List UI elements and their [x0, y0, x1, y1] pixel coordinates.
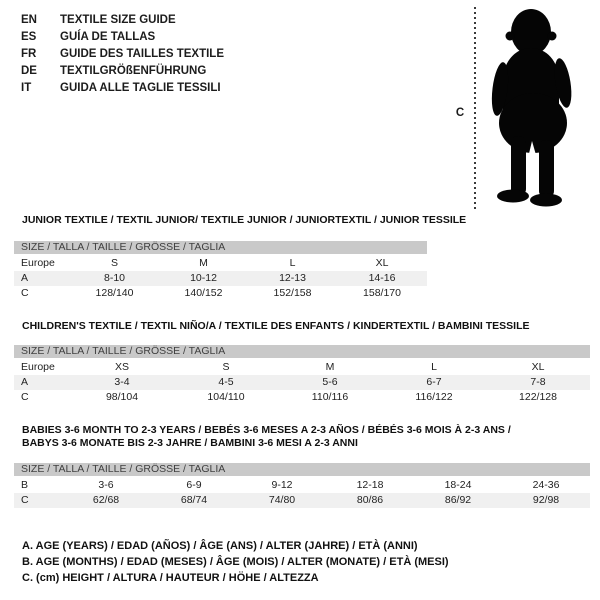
cell: 10-12	[159, 271, 248, 286]
height-marker-label: C	[455, 107, 465, 119]
footnote-a: A. AGE (YEARS) / EDAD (AÑOS) / ÂGE (ANS) / ALTER (JAHRE) / ETÀ (ANNI)	[22, 540, 418, 552]
lang-code: DE	[21, 65, 37, 77]
cell: 3-6	[98, 479, 114, 491]
cell: XL	[531, 361, 545, 373]
cell: 86/92	[414, 493, 502, 508]
cell: 3-4	[70, 375, 174, 390]
cell: 6-9	[186, 479, 202, 491]
row-label: C	[21, 391, 29, 403]
cell: L	[289, 257, 296, 269]
footnote-c: C. (cm) HEIGHT / ALTURA / HAUTEUR / HÖHE / ALTEZZA	[22, 572, 319, 584]
cell: 92/98	[502, 493, 590, 508]
row-label: Europe	[21, 257, 55, 269]
cell: 98/104	[105, 391, 139, 403]
cell: 4-5	[174, 375, 278, 390]
size-header-label: SIZE / TALLA / TAILLE / GRÖSSE / TAGLIA	[14, 463, 590, 477]
baby-silhouette-image	[480, 4, 595, 212]
height-measure-dotted-line	[474, 7, 476, 210]
children-table-title: CHILDREN'S TEXTILE / TEXTIL NIÑO/A / TEXTILE DES ENFANTS / KINDERTEXTIL / BAMBINI TESSILE	[22, 320, 530, 332]
cell: M	[325, 361, 335, 373]
cell: 152/158	[273, 287, 312, 299]
size-header-row	[14, 345, 590, 359]
baby-silhouette-icon	[480, 4, 595, 212]
cell: 158/170	[363, 287, 401, 299]
lang-row-en	[21, 12, 224, 29]
table-row-age	[14, 271, 427, 286]
lang-row-fr	[21, 46, 224, 63]
table-row-age	[14, 375, 590, 390]
lang-row-de	[21, 63, 224, 80]
cell: XL	[375, 257, 389, 269]
lang-code: EN	[21, 14, 37, 26]
cell: 8-10	[70, 271, 159, 286]
cell: 24-36	[532, 479, 560, 491]
cell: 7-8	[486, 375, 590, 390]
cell: 122/128	[519, 391, 557, 403]
cell: 128/140	[95, 287, 134, 299]
lang-label: GUÍA DE TALLAS	[60, 31, 156, 43]
row-label: B	[21, 479, 29, 491]
table-row-height	[14, 493, 590, 508]
row-label: A	[14, 375, 70, 390]
cell: S	[222, 361, 230, 373]
cell: 6-7	[382, 375, 486, 390]
table-row-europe	[14, 359, 590, 375]
footnote-legend	[22, 538, 449, 586]
children-size-table	[14, 345, 590, 405]
cell: 80/86	[326, 493, 414, 508]
table-row-height	[14, 390, 590, 405]
cell: L	[431, 361, 437, 373]
cell: 104/110	[207, 391, 245, 403]
babies-table-title: BABIES 3-6 MONTH TO 2-3 YEARS / BEBÉS 3-6 MESES A 2-3 AÑOS / BÉBÉS 3-6 MOIS À 2-3 ANS / BABYS 3-6 MONATE BIS 2-3 JAHRE / BAMBINI 3-6 MESI A 2-3 ANNI	[22, 424, 511, 449]
size-header-row	[14, 241, 427, 255]
cell: 116/122	[415, 391, 453, 403]
footnote-b: B. AGE (MONTHS) / EDAD (MESES) / ÂGE (MOIS) / ALTER (MONATE) / ETÀ (MESI)	[22, 556, 449, 568]
lang-row-it	[21, 80, 224, 97]
row-label: Europe	[21, 361, 55, 373]
row-label: C	[21, 287, 29, 299]
cell: S	[110, 257, 118, 269]
lang-code: IT	[21, 82, 32, 94]
lang-label: GUIDA ALLE TAGLIE TESSILI	[60, 82, 221, 94]
size-header-label: SIZE / TALLA / TAILLE / GRÖSSE / TAGLIA	[14, 241, 427, 255]
lang-code: ES	[21, 31, 37, 43]
table-row-europe	[14, 255, 427, 271]
row-label: A	[14, 271, 70, 286]
cell: 12-13	[248, 271, 337, 286]
table-row-age-months	[14, 477, 590, 493]
babies-size-table	[14, 463, 590, 508]
size-header-row	[14, 463, 590, 477]
junior-table-title: JUNIOR TEXTILE / TEXTIL JUNIOR/ TEXTILE JUNIOR / JUNIORTEXTIL / JUNIOR TESSILE	[22, 214, 467, 226]
lang-label: TEXTILE SIZE GUIDE	[60, 14, 176, 26]
cell: 5-6	[278, 375, 382, 390]
cell: 9-12	[271, 479, 293, 491]
cell: 12-18	[356, 479, 384, 491]
cell: 18-24	[444, 479, 472, 491]
cell: 14-16	[337, 271, 427, 286]
lang-row-es	[21, 29, 224, 46]
table-row-height	[14, 286, 427, 301]
cell: 62/68	[62, 493, 150, 508]
cell: 68/74	[150, 493, 238, 508]
cell: 140/152	[184, 287, 223, 299]
lang-code: FR	[21, 48, 37, 60]
junior-size-table	[14, 241, 427, 301]
lang-label: GUIDE DES TAILLES TEXTILE	[60, 48, 224, 60]
cell: 74/80	[238, 493, 326, 508]
cell: M	[199, 257, 208, 269]
row-label: C	[14, 493, 62, 508]
language-title-list	[21, 12, 224, 97]
cell: 110/116	[311, 391, 349, 403]
lang-label: TEXTILGRÖßENFÜHRUNG	[60, 65, 207, 77]
cell: XS	[114, 361, 129, 373]
size-header-label: SIZE / TALLA / TAILLE / GRÖSSE / TAGLIA	[14, 345, 590, 359]
